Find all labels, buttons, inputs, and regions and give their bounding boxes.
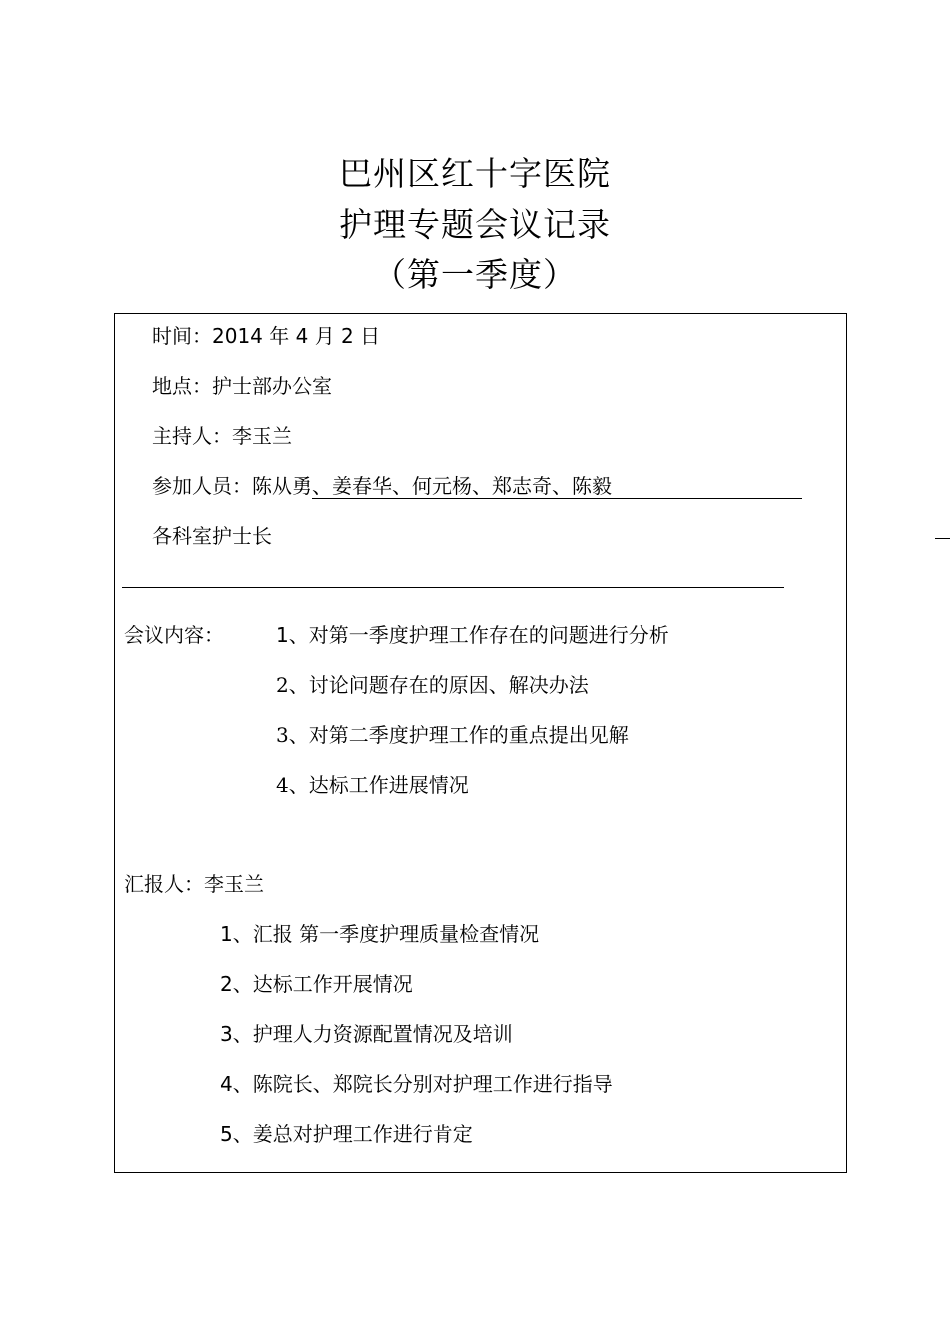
document-title-quarter: （第一季度） (373, 255, 577, 294)
attendees-underline (312, 498, 802, 499)
meeting-attendees: 参加人员：陈从勇、姜春华、何元杨、郑志奇、陈毅 (152, 474, 612, 498)
report-item: 3、护理人力资源配置情况及培训 (220, 1022, 513, 1046)
document-title-hospital: 巴州区红十字医院 (339, 154, 611, 193)
section-divider (122, 587, 784, 588)
meeting-host: 主持人：李玉兰 (152, 424, 292, 448)
page-edge-mark (935, 538, 950, 539)
report-item: 2、达标工作开展情况 (220, 972, 413, 996)
meeting-time: 时间：2014 年 4 月 2 日 (152, 324, 381, 348)
report-item: 1、汇报 第一季度护理质量检查情况 (220, 922, 540, 946)
meeting-attendees-continued: 各科室护士长 (152, 524, 272, 548)
agenda-item: 3、对第二季度护理工作的重点提出见解 (276, 723, 629, 747)
agenda-item: 4、达标工作进展情况 (276, 773, 469, 797)
document-title-meeting: 护理专题会议记录 (339, 205, 611, 244)
meeting-place: 地点：护士部办公室 (152, 374, 332, 398)
agenda-label: 会议内容： (124, 623, 224, 647)
agenda-item: 2、讨论问题存在的原因、解决办法 (276, 673, 589, 697)
reporter-label: 汇报人：李玉兰 (124, 872, 264, 896)
agenda-item: 1、对第一季度护理工作存在的问题进行分析 (276, 623, 669, 647)
report-item: 4、陈院长、郑院长分别对护理工作进行指导 (220, 1072, 613, 1096)
report-item: 5、姜总对护理工作进行肯定 (220, 1122, 473, 1146)
